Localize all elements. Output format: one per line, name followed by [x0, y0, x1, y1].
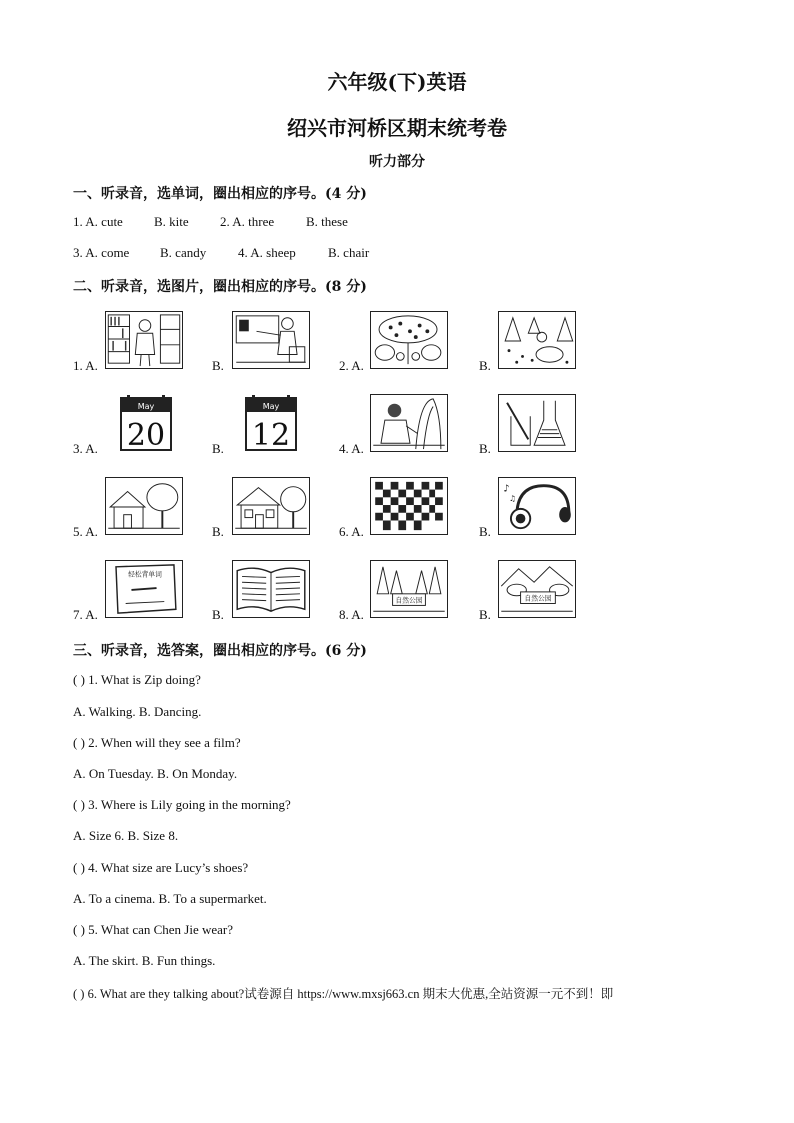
word-book-image	[105, 560, 183, 618]
s2-label-1a: 1. A.	[73, 358, 98, 373]
s2-label-5a: 5. A.	[73, 524, 98, 539]
calendar-a-day: 20	[126, 418, 166, 452]
s1-q2a: 2. A. three	[220, 214, 275, 229]
s3-options-4: A. To a cinema. B. To a supermarket.	[73, 891, 267, 906]
exam-subtitle: 绍兴市河桥区期末统考卷	[287, 116, 507, 140]
calendar-a-month: May	[137, 402, 155, 411]
svg-text:♪: ♪	[503, 483, 510, 495]
s3-question-3: ( ) 3. Where is Lily going in the morning?	[73, 797, 291, 812]
checkered-pattern-image	[370, 477, 448, 535]
s3-question-5: ( ) 5. What can Chen Jie wear?	[73, 922, 234, 937]
calendar-may-20-image	[105, 394, 183, 452]
s2-label-3a: 3. A.	[73, 441, 98, 456]
s3-question-1: ( ) 1. What is Zip doing?	[73, 672, 201, 687]
open-book-image	[232, 560, 310, 618]
s2-label-2a: 2. A.	[339, 358, 364, 373]
book-cover-text: 轻松背单词	[128, 570, 162, 579]
park-mountains-image	[498, 560, 576, 618]
scientist-lab-image	[370, 394, 448, 452]
s1-q1a: 1. A. cute	[73, 214, 123, 229]
s3-options-2: A. On Tuesday. B. On Monday.	[73, 766, 238, 781]
park-trees-image	[370, 560, 448, 618]
library-teacher-image	[105, 311, 183, 369]
s1-q4b: B. chair	[328, 245, 370, 260]
apple-trees-image	[370, 311, 448, 369]
page-title: 六年级(下)英语	[327, 70, 467, 94]
s1-q2b: B. these	[306, 214, 348, 229]
s3-question-6: ( ) 6. What are they talking about?试卷源自 https://www.mxsj663.cn 期末大优惠,全站资源一元不到！即	[73, 987, 614, 1001]
s2-label-1b: B.	[212, 358, 224, 373]
s2-label-6a: 6. A.	[339, 524, 364, 539]
s1-q1b: B. kite	[154, 214, 189, 229]
s3-question-2: ( ) 2. When will they see a film?	[73, 735, 241, 750]
s1-q3b: B. candy	[160, 245, 207, 260]
s2-label-3b: B.	[212, 441, 224, 456]
headphones-music-image	[498, 477, 576, 535]
s2-label-2b: B.	[479, 358, 491, 373]
section3-heading: 三、听录音，选答案，圈出相应的序号。(6 分)	[73, 643, 367, 659]
s2-label-4a: 4. A.	[339, 441, 364, 456]
s3-question-4: ( ) 4. What size are Lucy’s shoes?	[73, 860, 249, 875]
calendar-may-12-image	[232, 394, 310, 452]
calendar-b-day: 12	[251, 418, 291, 452]
s3-options-1: A. Walking. B. Dancing.	[73, 704, 202, 719]
section2-heading: 二、听录音，选图片，圈出相应的序号。(8 分)	[73, 279, 367, 295]
s2-label-4b: B.	[479, 441, 491, 456]
classroom-teacher-image	[232, 311, 310, 369]
park-sign-a: 自然公园	[395, 596, 423, 605]
house-windows-image	[232, 477, 310, 535]
park-sign-b: 自然公园	[524, 594, 552, 603]
beakers-image	[498, 394, 576, 452]
s2-label-5b: B.	[212, 524, 224, 539]
part-label: 听力部分	[369, 154, 425, 170]
house-tree-image	[105, 477, 183, 535]
calendar-b-month: May	[262, 402, 280, 411]
svg-text:♫: ♫	[509, 494, 516, 504]
snowy-forest-image	[498, 311, 576, 369]
s2-label-6b: B.	[479, 524, 491, 539]
s2-label-7a: 7. A.	[73, 607, 98, 622]
s2-label-8b: B.	[479, 607, 491, 622]
s1-q3a: 3. A. come	[73, 245, 130, 260]
s2-label-8a: 8. A.	[339, 607, 364, 622]
s2-label-7b: B.	[212, 607, 224, 622]
s1-q4a: 4. A. sheep	[238, 245, 296, 260]
s3-options-3: A. Size 6. B. Size 8.	[73, 828, 179, 843]
s3-options-5: A. The skirt. B. Fun things.	[73, 953, 216, 968]
section1-heading: 一、听录音，选单词，圈出相应的序号。(4 分)	[73, 186, 367, 202]
